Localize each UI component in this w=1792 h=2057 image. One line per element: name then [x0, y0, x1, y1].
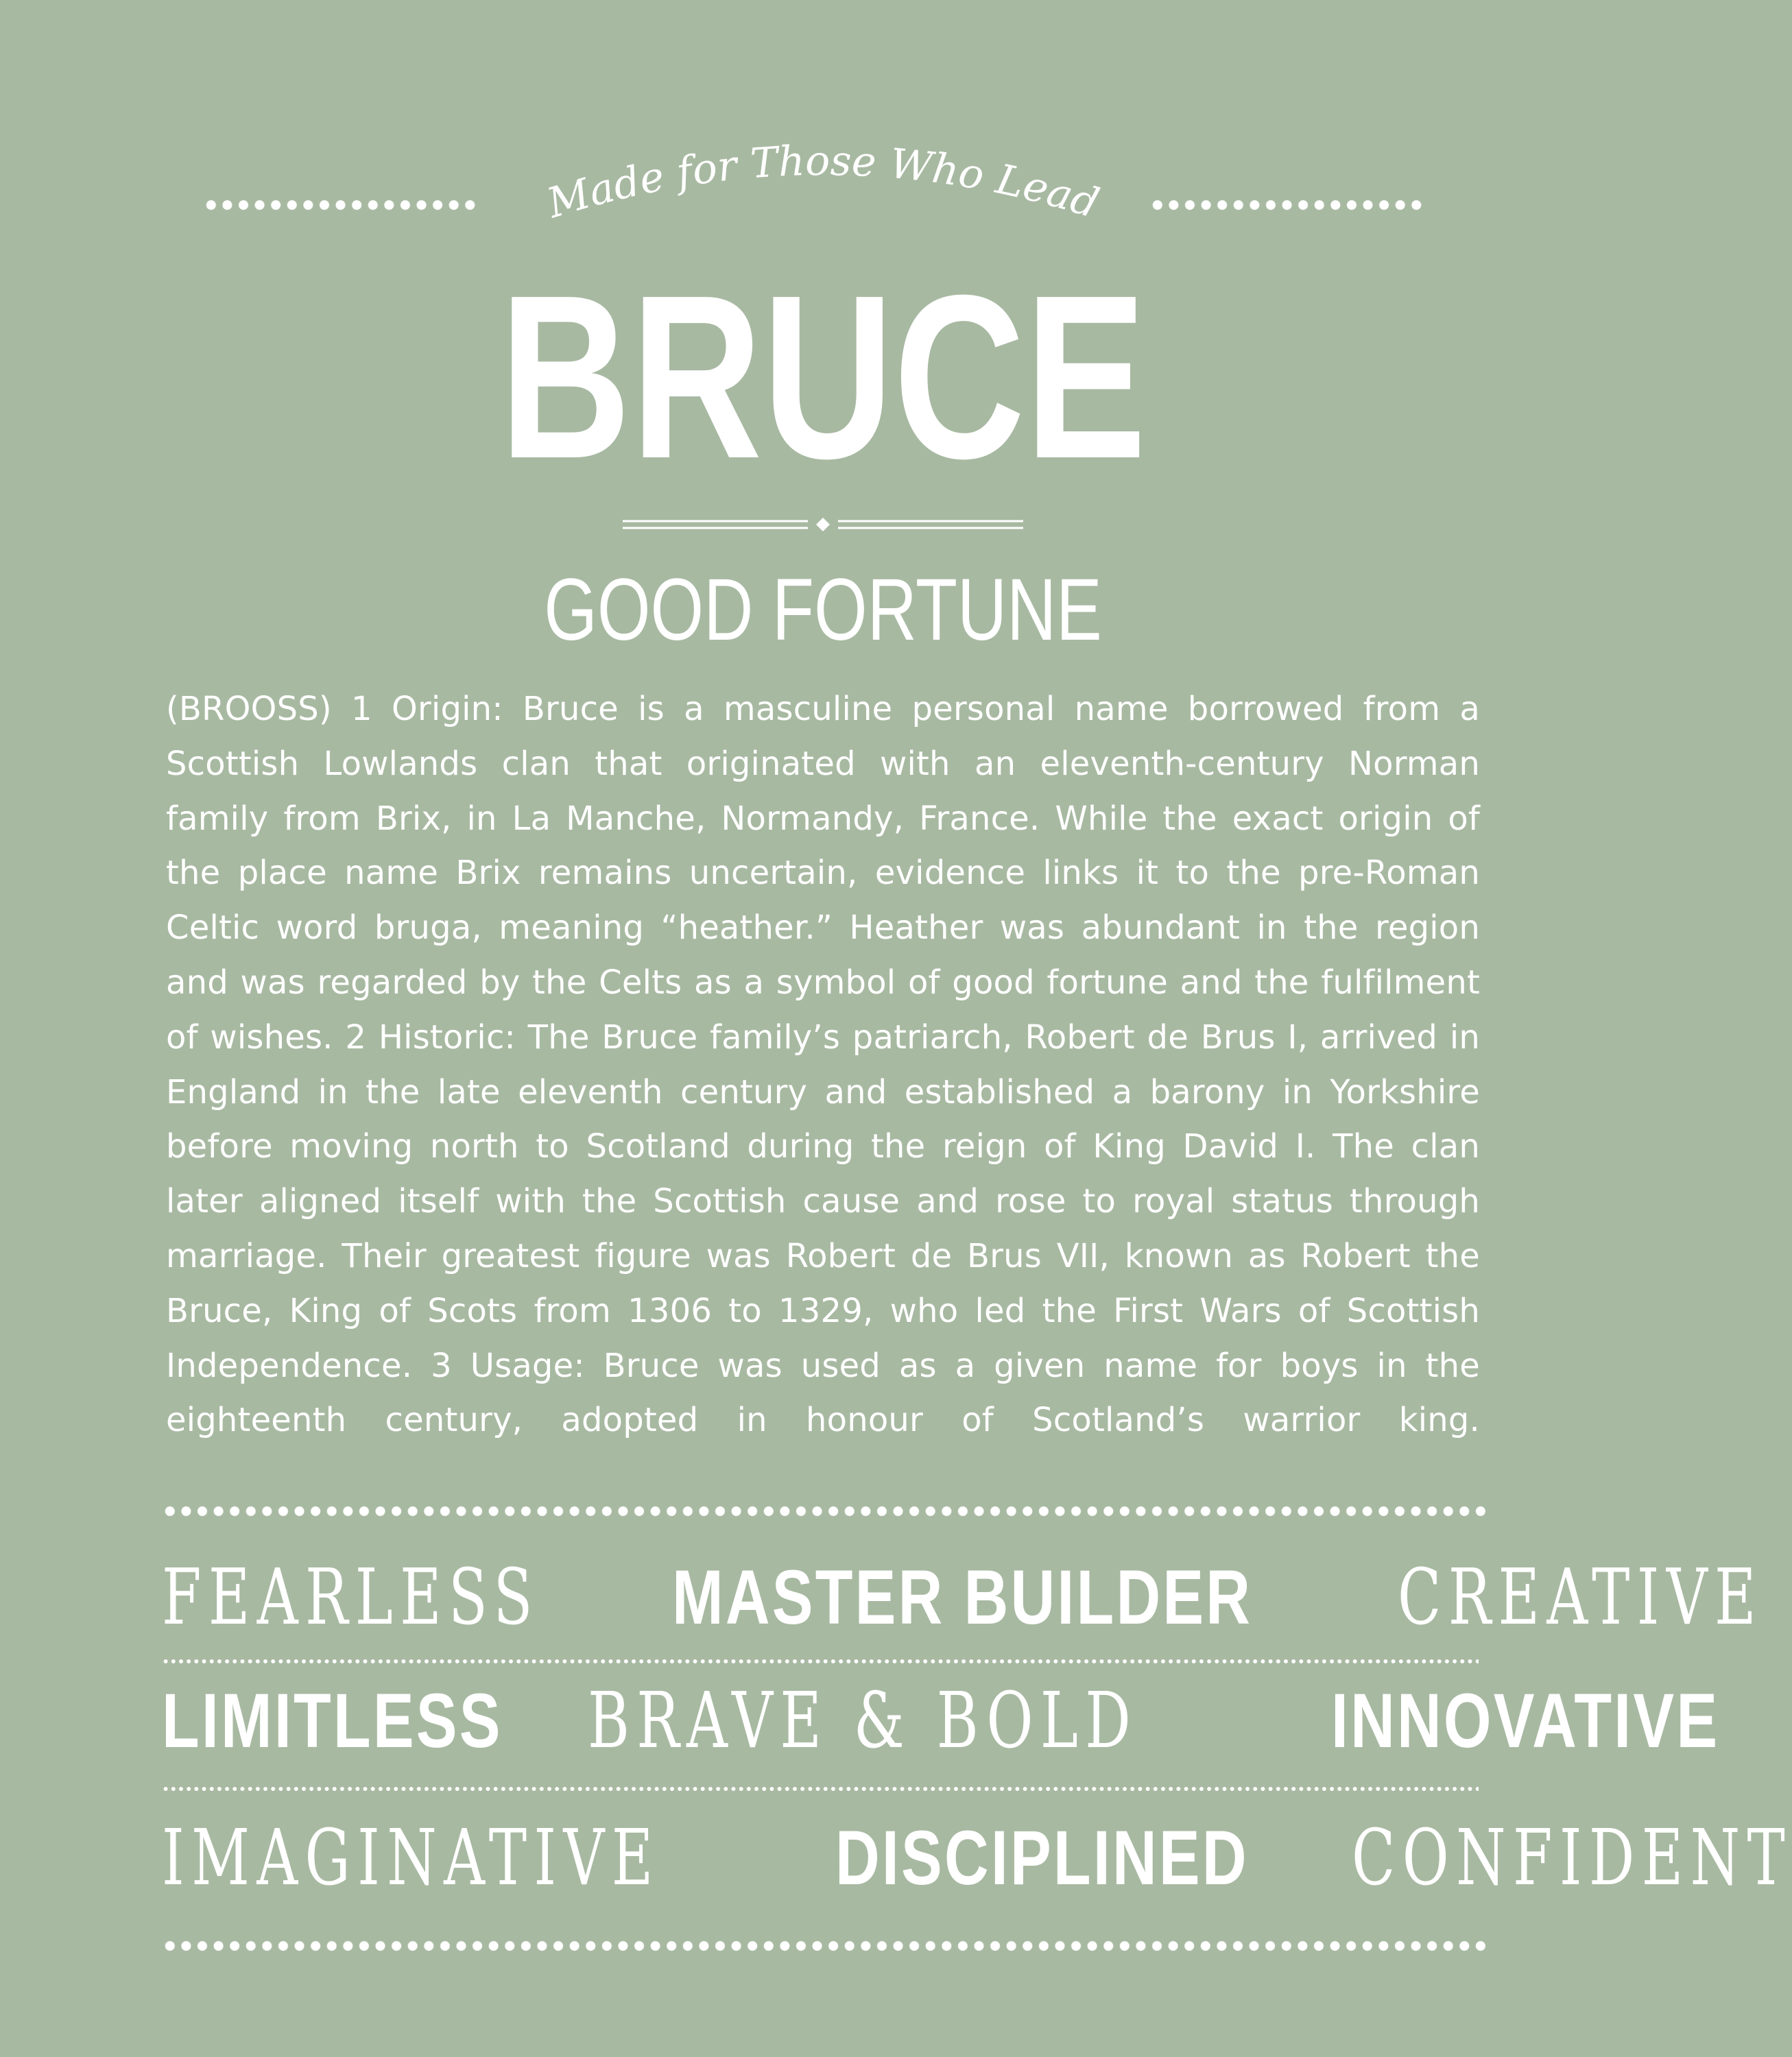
trait-word: LIMITLESS [162, 1678, 503, 1764]
trait-word: FEARLESS [162, 1553, 540, 1642]
trait-row-1 [162, 1553, 1763, 1642]
tagline-dots-right [1149, 197, 1424, 213]
trait-word: CREATIVE [1398, 1553, 1763, 1642]
trait-word: IMAGINATIVE [162, 1814, 660, 1903]
dotted-rule-bottom [162, 1938, 1487, 1954]
tagline-arc [521, 117, 1125, 240]
dotted-rule-top [162, 1503, 1487, 1519]
dotted-rule-2 [162, 1785, 1479, 1792]
tagline-row [0, 117, 1646, 240]
dotted-rule-1 [162, 1658, 1479, 1665]
trait-word: MASTER BUILDER [672, 1554, 1253, 1640]
name-meaning: GOOD FORTUNE [544, 561, 1102, 659]
trait-word: INNOVATIVE [1330, 1678, 1720, 1764]
diamond-icon [816, 518, 830, 531]
trait-row-3 [162, 1814, 1792, 1903]
trait-word: CONFIDENT [1352, 1814, 1792, 1903]
trait-word: BRAVE & BOLD [587, 1676, 1138, 1766]
trait-row-2 [162, 1676, 1720, 1766]
name-description: (BROOSS) 1 Origin: Bruce is a masculine personal name borrowed from a Scottish Lowlands clan that originated with an eleventh-century Norman family from Brix, in La Manche, Normandy, France. While the exact origin of the place name Brix remains uncertain, evidence links it to the pre-Roman Celtic word bruga, meaning “heather.” Heather was abundant in the region and was regarded by the Celts as a symbol of good fortune and the fulfilment of wishes. 2 Historic: The Bruce family’s patriarch, Robert de Brus I, arrived in England in the late eleventh century and established a barony in Yorkshire before moving north to Scotland during the reign of King David I. The clan later aligned itself with the Scottish cause and rose to royal status through marriage. Their greatest figure was Robert de Brus VII, known as Robert the Bruce, King of Scots from 1306 to 1329, who led the First Wars of Scottish Independence. 3 Usage: Bruce was used as a given name for boys in the eighteenth century, adopted in honour of Scotland’s warrior king. [166, 690, 1480, 1440]
name-title: BRUCE [499, 247, 1147, 507]
svg-text:Made for Those Who Lead [541, 137, 1104, 228]
ornament-divider [617, 511, 1029, 538]
tagline-dots-left [203, 197, 477, 213]
tagline-text: Made for Those Who Lead [542, 136, 1105, 228]
trait-word: DISCIPLINED [835, 1815, 1249, 1901]
